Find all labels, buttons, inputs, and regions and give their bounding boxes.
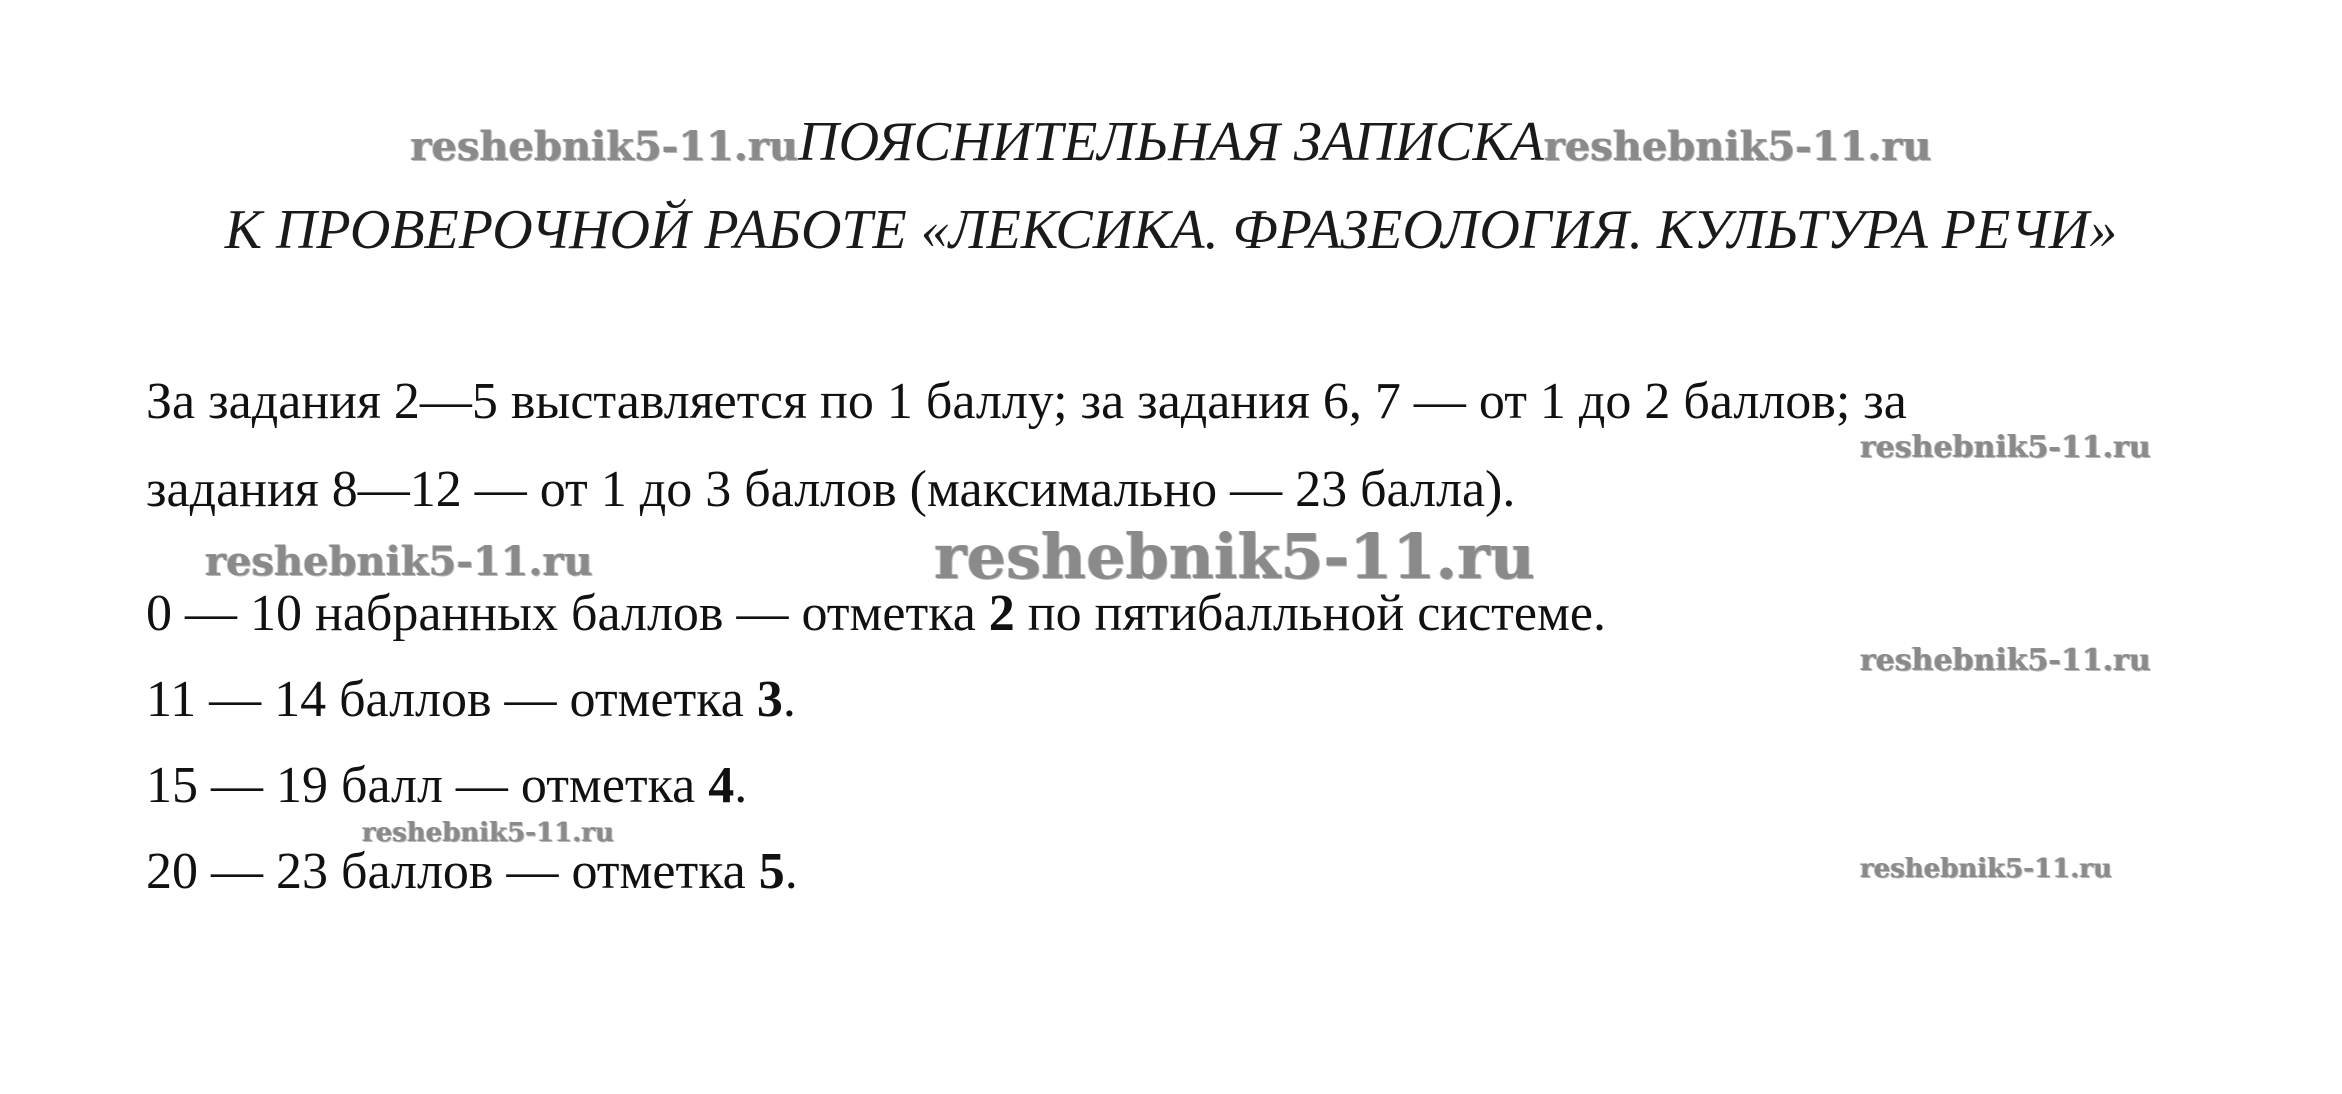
intro-line-1: За задания 2—5 выставляется по 1 баллу; за задания 6, 7 — от 1 до 2 баллов; за (146, 373, 1907, 430)
intro-line-2: задания 8—12 — от 1 до 3 баллов (максимально — 23 балла). (146, 461, 1516, 518)
grade-value: 4 (708, 757, 735, 814)
watermark: reshebnik5-11.ru (1543, 123, 1932, 170)
watermark: reshebnik5-11.ru (410, 123, 799, 170)
watermark: reshebnik5-11.ru (1860, 854, 2113, 884)
title-line-1 (0, 110, 2342, 179)
watermark: reshebnik5-11.ru (205, 538, 593, 585)
watermark: reshebnik5-11.ru (1860, 643, 2151, 678)
watermark: reshebnik5-11.ru (934, 520, 1535, 593)
grade-value: 5 (758, 843, 785, 900)
grade-suffix: . (734, 757, 748, 814)
grade-prefix: 20 — 23 баллов — отметка (146, 843, 759, 900)
watermark: reshebnik5-11.ru (1860, 430, 2151, 465)
grade-prefix: 11 — 14 баллов — отметка (146, 671, 757, 728)
title-text-1: ПОЯСНИТЕЛЬНАЯ ЗАПИСКА (798, 111, 1544, 173)
grade-prefix: 0 — 10 набранных баллов — отметка (146, 585, 989, 642)
grade-line (146, 842, 798, 902)
grade-prefix: 15 — 19 балл — отметка (146, 757, 709, 814)
grade-value: 3 (756, 671, 783, 728)
grade-suffix: . (782, 671, 796, 728)
grade-suffix: по пятибалльной системе. (1014, 585, 1606, 642)
grade-line (146, 670, 796, 730)
grade-value: 2 (988, 585, 1015, 642)
grade-line (146, 584, 1606, 644)
grade-line (146, 756, 747, 816)
grade-suffix: . (784, 843, 798, 900)
watermark: reshebnik5-11.ru (362, 818, 615, 848)
title-line-2: К ПРОВЕРОЧНОЙ РАБОТЕ «ЛЕКСИКА. ФРАЗЕОЛОГИЯ. КУЛЬТУРА РЕЧИ» (224, 199, 2118, 261)
